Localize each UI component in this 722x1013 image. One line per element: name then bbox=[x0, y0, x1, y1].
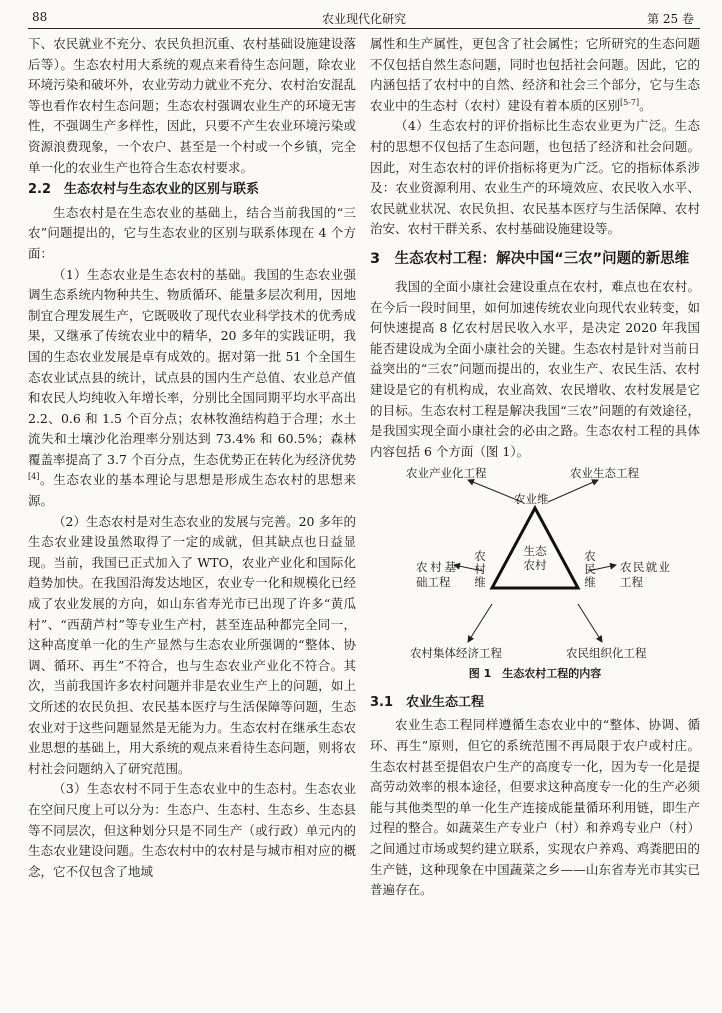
left-column bbox=[28, 34, 356, 882]
citation-4: [4] bbox=[28, 472, 40, 482]
point-4-paragraph: （4）生态农村的评价指标比生态农业更为广泛。生态村的思想不仅包括了生态问题，也包括了经济和社会问题。因此，对生态农村的评价指标将更为广泛。它的指标体系涉及：农业资源利用、农业生产的环境效应、农民收入水平、农民就业状况、农民负担、农民基本医疗与生活保障、农村治安、农村干群关系、农村基础设施建设等。 bbox=[370, 118, 700, 237]
right-column bbox=[370, 34, 700, 901]
label-agri-industrialization: 农业产业化工程 bbox=[406, 466, 487, 481]
label-farmer-employment: 农民就业工程 bbox=[620, 560, 670, 590]
arrow-to-agri-eco bbox=[548, 480, 598, 502]
section-2-2-intro: 生态农村是在生态农业的基础上，结合当前我国的“三农”问题提出的，它与生态农业的区别与联系体现在 4 个方面： bbox=[28, 204, 356, 261]
point-2-paragraph: （2）生态农村是对生态农业的发展与完善。20 多年的生态农业建设虽然取得了一定的成就，但其缺点也日益显现。当前，我国已正式加入了 WTO，农业产业化和国际化趋势加快。在我国沿海发达地区，农业专一化和规模化已经成了农业发展的方向，如山东省寿光市已出现了许多“黄瓜村”、“西葫芦村”等专业生产村，甚至连品种都完全同一，这种高度单一化的生产显然与生态农业所强调的“整体、协调、循环、再生”不符合，也与生态农业产业化不符合。其次，当前我国许多农村问题并非是农业生产上的问题，如上文所述的农民负担、农民基本医疗与生活保障等问题，生态农业对于这些问题显然是无能为力。生态农村在继承生态农业思想的基础上，用大系统的观点来看待生态问题，则将农村社会问题纳入了研究范围。 bbox=[28, 513, 356, 776]
label-agri-ecological: 农业生态工程 bbox=[570, 466, 639, 481]
label-farmer-dimension: 农民维 bbox=[584, 549, 596, 590]
point-1-paragraph bbox=[28, 265, 356, 512]
section-3-title: 3 生态农村工程：解决中国“三农”问题的新思维 bbox=[370, 250, 690, 267]
citation-5-7: [5-7] bbox=[620, 97, 640, 107]
point-1-tail: 。生态农业的基本理论与思想是形成生态农村的思想来源。 bbox=[28, 472, 356, 509]
label-village-infrastructure: 农村基础工程 bbox=[416, 560, 456, 590]
intro-paragraph: 下、农民就业不充分、农民负担沉重、农村基础设施建设落后等）。生态农村用大系统的观点来看待生态问题，除农业环境污染和破坏外，农业劳动力就业不充分、农村治安混乱等也看作农村生态问题；生态农村强调农业生产的环境无害性，不强调生产多样性，因此，只要不产生农业环境污染或资源浪费现象，一个农户、甚至是一个村或一个乡镇，完全单一化的农业生产也符合生态农村要求。 bbox=[28, 36, 356, 175]
page-header bbox=[28, 8, 700, 29]
continued-text: 属性和生产属性，更包含了社会属性；它所研究的生态问题不仅包括自然生态问题，同时也包括社会问题。因此，它的内涵包括了农村中的自然、经济和社会三个部分，它与生态农业中的生态村（农村）建设有着本质的区别 bbox=[370, 36, 700, 113]
label-farmer-organization: 农民组织化工程 bbox=[566, 646, 647, 661]
figure-1-diagram bbox=[370, 466, 700, 662]
section-3-body: 我国的全面小康社会建设重点在农村，难点也在农村。在今后一段时间里，如何加速传统农业向现代农业转变，如何快速提高 8 亿农村居民收入水平，是决定 2020 年我国能否建设成为全面小康社会的关键。生态农村是针对当前日益突出的“三农”问题而提出的，农业生产、农民生活、农村建设是它的有机构成，农业高效、农民增收、农村发展是它的目标。生态农村工程是解决我国“三农”问题的有效途径，是我国实现全面小康社会的必由之路。生态农村工程的具体内容包括 6 个方面（图 1）。 bbox=[370, 278, 700, 459]
point-1-text: （1）生态农业是生态农村的基础。我国的生态农业强调生态系统内物种共生、物质循环、能量多层次利用，因地制宜合理发展生产，它既吸收了现代农业科学技术的优秀成果，又继承了传统农业中的精华，20 多年的实践证明，我国的生态农业发展是卓有成效的。据对第一批 51 个全国生态农业试点县的统计，试点县的国内生产总值、农业总产值和农民人均纯收入年增长率，分别比全国同期平均水平高出 2.2、0.6 和 1.5 个百分点；农林牧渔结构趋于合理；水土流失和土壤沙化治理率分别达到 73.4% 和 60.5%；森林覆盖率提高了 3.7 个百分点，生态优势正在转化为经济优势 bbox=[28, 266, 356, 467]
section-2-2-title: 2.2 生态农村与生态农业的区别与联系 bbox=[28, 182, 260, 198]
journal-title: 农业现代化研究 bbox=[321, 12, 406, 26]
continued-tail: 。 bbox=[639, 97, 652, 113]
section-3-1-body: 农业生态工程同样遵循生态农业中的“整体、协调、循环、再生”原则，但它的系统范围不再局限于农户或村庄。生态农村甚至提倡农户生产的高度专一化，因为专一化是提高劳动效率的根本途径，但要求这种高度专一化的生产必须能与其他类型的单一化生产连接成能量循环利用链，即生产过程的整合。如蔬菜生产专业户（村）和养鸡专业户（村）之间通过市场或契约建立联系，实现农户养鸡、鸡粪肥田的生产链，这种现象在中国蔬菜之乡——山东省寿光市其实已普遍存在。 bbox=[370, 717, 700, 898]
continued-paragraph bbox=[370, 34, 700, 116]
point-3-paragraph: （3）生态农村不同于生态农业中的生态村。生态农业在空间尺度上可以分为：生态户、生态村、生态乡、生态县等不同层次，但这种划分只是不同生产（或行政）单元内的生态农业建设问题。生态农村中的农村是与城市相对应的概念，它不仅包含了地域 bbox=[28, 781, 356, 879]
label-village-dimension: 农村维 bbox=[474, 549, 486, 590]
label-collective-economy: 农村集体经济工程 bbox=[410, 646, 502, 661]
arrow-to-farmer-organization bbox=[578, 604, 602, 642]
arrow-to-collective-econ bbox=[468, 604, 492, 642]
page-number: 88 bbox=[32, 10, 48, 24]
label-agriculture-dimension: 农业维 bbox=[514, 492, 549, 507]
volume-label: 第 25 卷 bbox=[647, 12, 694, 26]
label-center-eco-village: 生态农村 bbox=[523, 544, 547, 573]
section-3-1-title: 3.1 农业生态工程 bbox=[370, 694, 485, 710]
figure-1-caption: 图 1 生态农村工程的内容 bbox=[468, 667, 602, 681]
